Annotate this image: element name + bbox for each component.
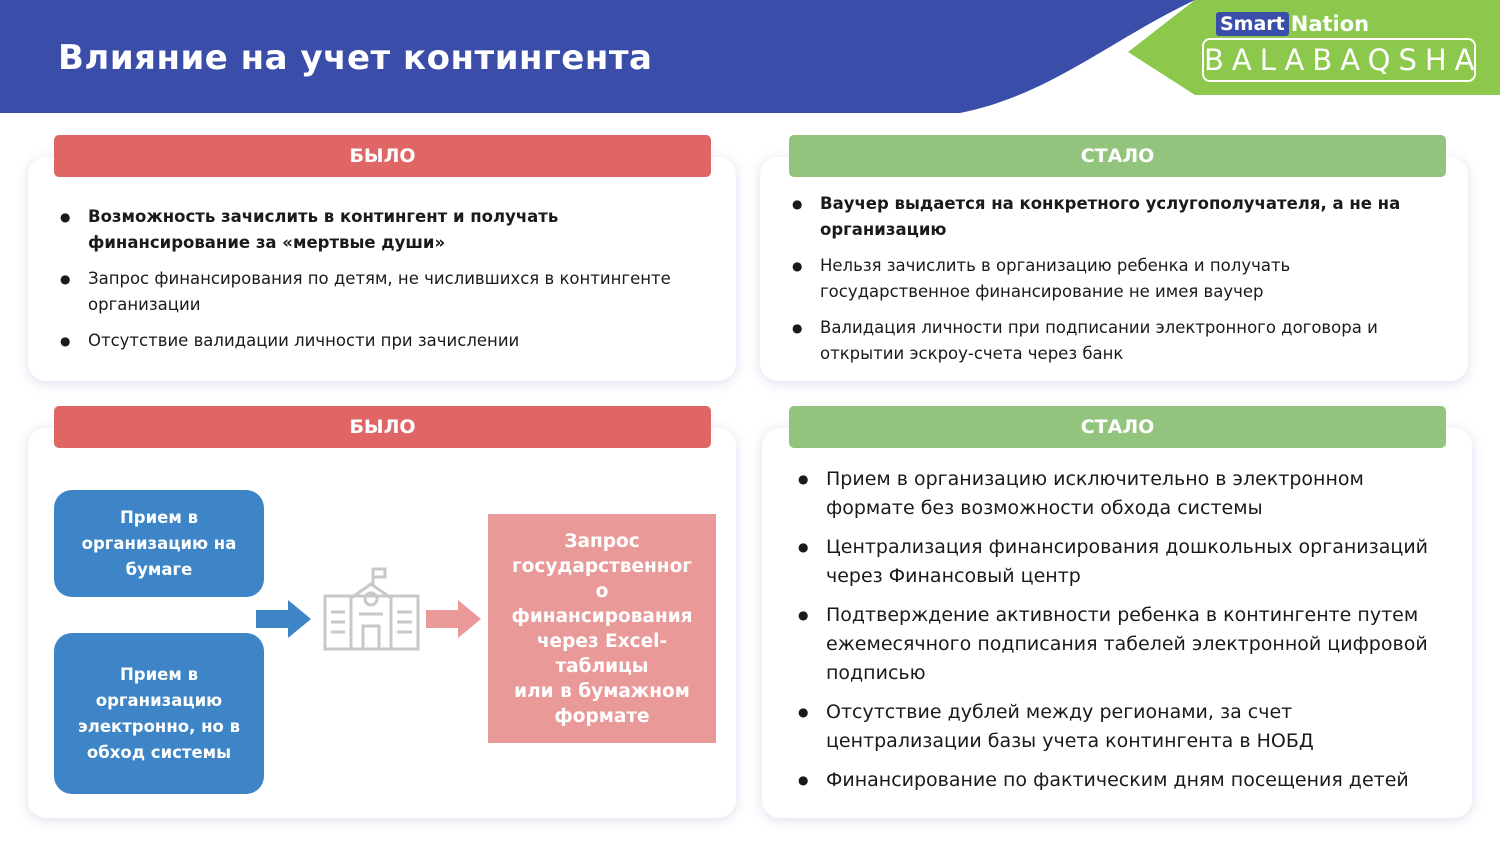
- label-after-top: СТАЛО: [789, 135, 1446, 177]
- electronic-bypass-box: Прием в организацию электронно, но в обход системы: [54, 633, 264, 794]
- list-item: ● Отсутствие дублей между регионами, за счет централизации базы учета контингента в НОБД: [798, 698, 1448, 756]
- list-item: ● Нельзя зачислить в организацию ребенка и получать государственное финансирование не имея ваучер: [792, 253, 1432, 305]
- label-after-bottom: СТАЛО: [789, 406, 1446, 448]
- list-before-top: [60, 204, 720, 364]
- logo-nation-text: Nation: [1290, 12, 1370, 36]
- list-item: ● Отсутствие валидации личности при зачислении: [60, 328, 720, 354]
- list-item: ● Прием в организацию исключительно в электронном формате без возможности обхода системы: [798, 465, 1448, 523]
- list-item: ● Валидация личности при подписании электронного договора и открытии эскроу-счета через банк: [792, 315, 1432, 367]
- list-after-top: [792, 191, 1432, 377]
- header-bar: [0, 0, 1500, 115]
- logo-smart-text: Smart: [1216, 12, 1289, 36]
- list-item: ● Финансирование по фактическим дням посещения детей: [798, 766, 1448, 795]
- arrow-right-blue-icon: [256, 600, 312, 638]
- funding-request-box: Запрос государственног о финансирования через Excel-таблицы или в бумажном формате: [488, 514, 716, 743]
- label-before-top: БЫЛО: [54, 135, 711, 177]
- list-item: ● Централизация финансирования дошкольных организаций через Финансовый центр: [798, 533, 1448, 591]
- school-building-icon: [323, 566, 420, 651]
- list-item: ● Возможность зачислить в контингент и получать финансирование за «мертвые души»: [60, 204, 720, 256]
- logo-brand: BALABAQSHA: [1202, 38, 1476, 82]
- label-before-bottom: БЫЛО: [54, 406, 711, 448]
- list-item: ● Запрос финансирования по детям, не числившихся в контингенте организации: [60, 266, 720, 318]
- page-title: Влияние на учет контингента: [58, 38, 653, 78]
- smartnation-logo: [1202, 10, 1483, 82]
- list-after-bottom: [798, 465, 1448, 805]
- paper-admission-box: Прием в организацию на бумаге: [54, 490, 264, 597]
- list-item: ● Ваучер выдается на конкретного услугополучателя, а не на организацию: [792, 191, 1432, 243]
- arrow-right-pink-icon: [426, 600, 482, 638]
- list-item: ● Подтверждение активности ребенка в контингенте путем ежемесячного подписания табелей электронной цифровой подписью: [798, 601, 1448, 688]
